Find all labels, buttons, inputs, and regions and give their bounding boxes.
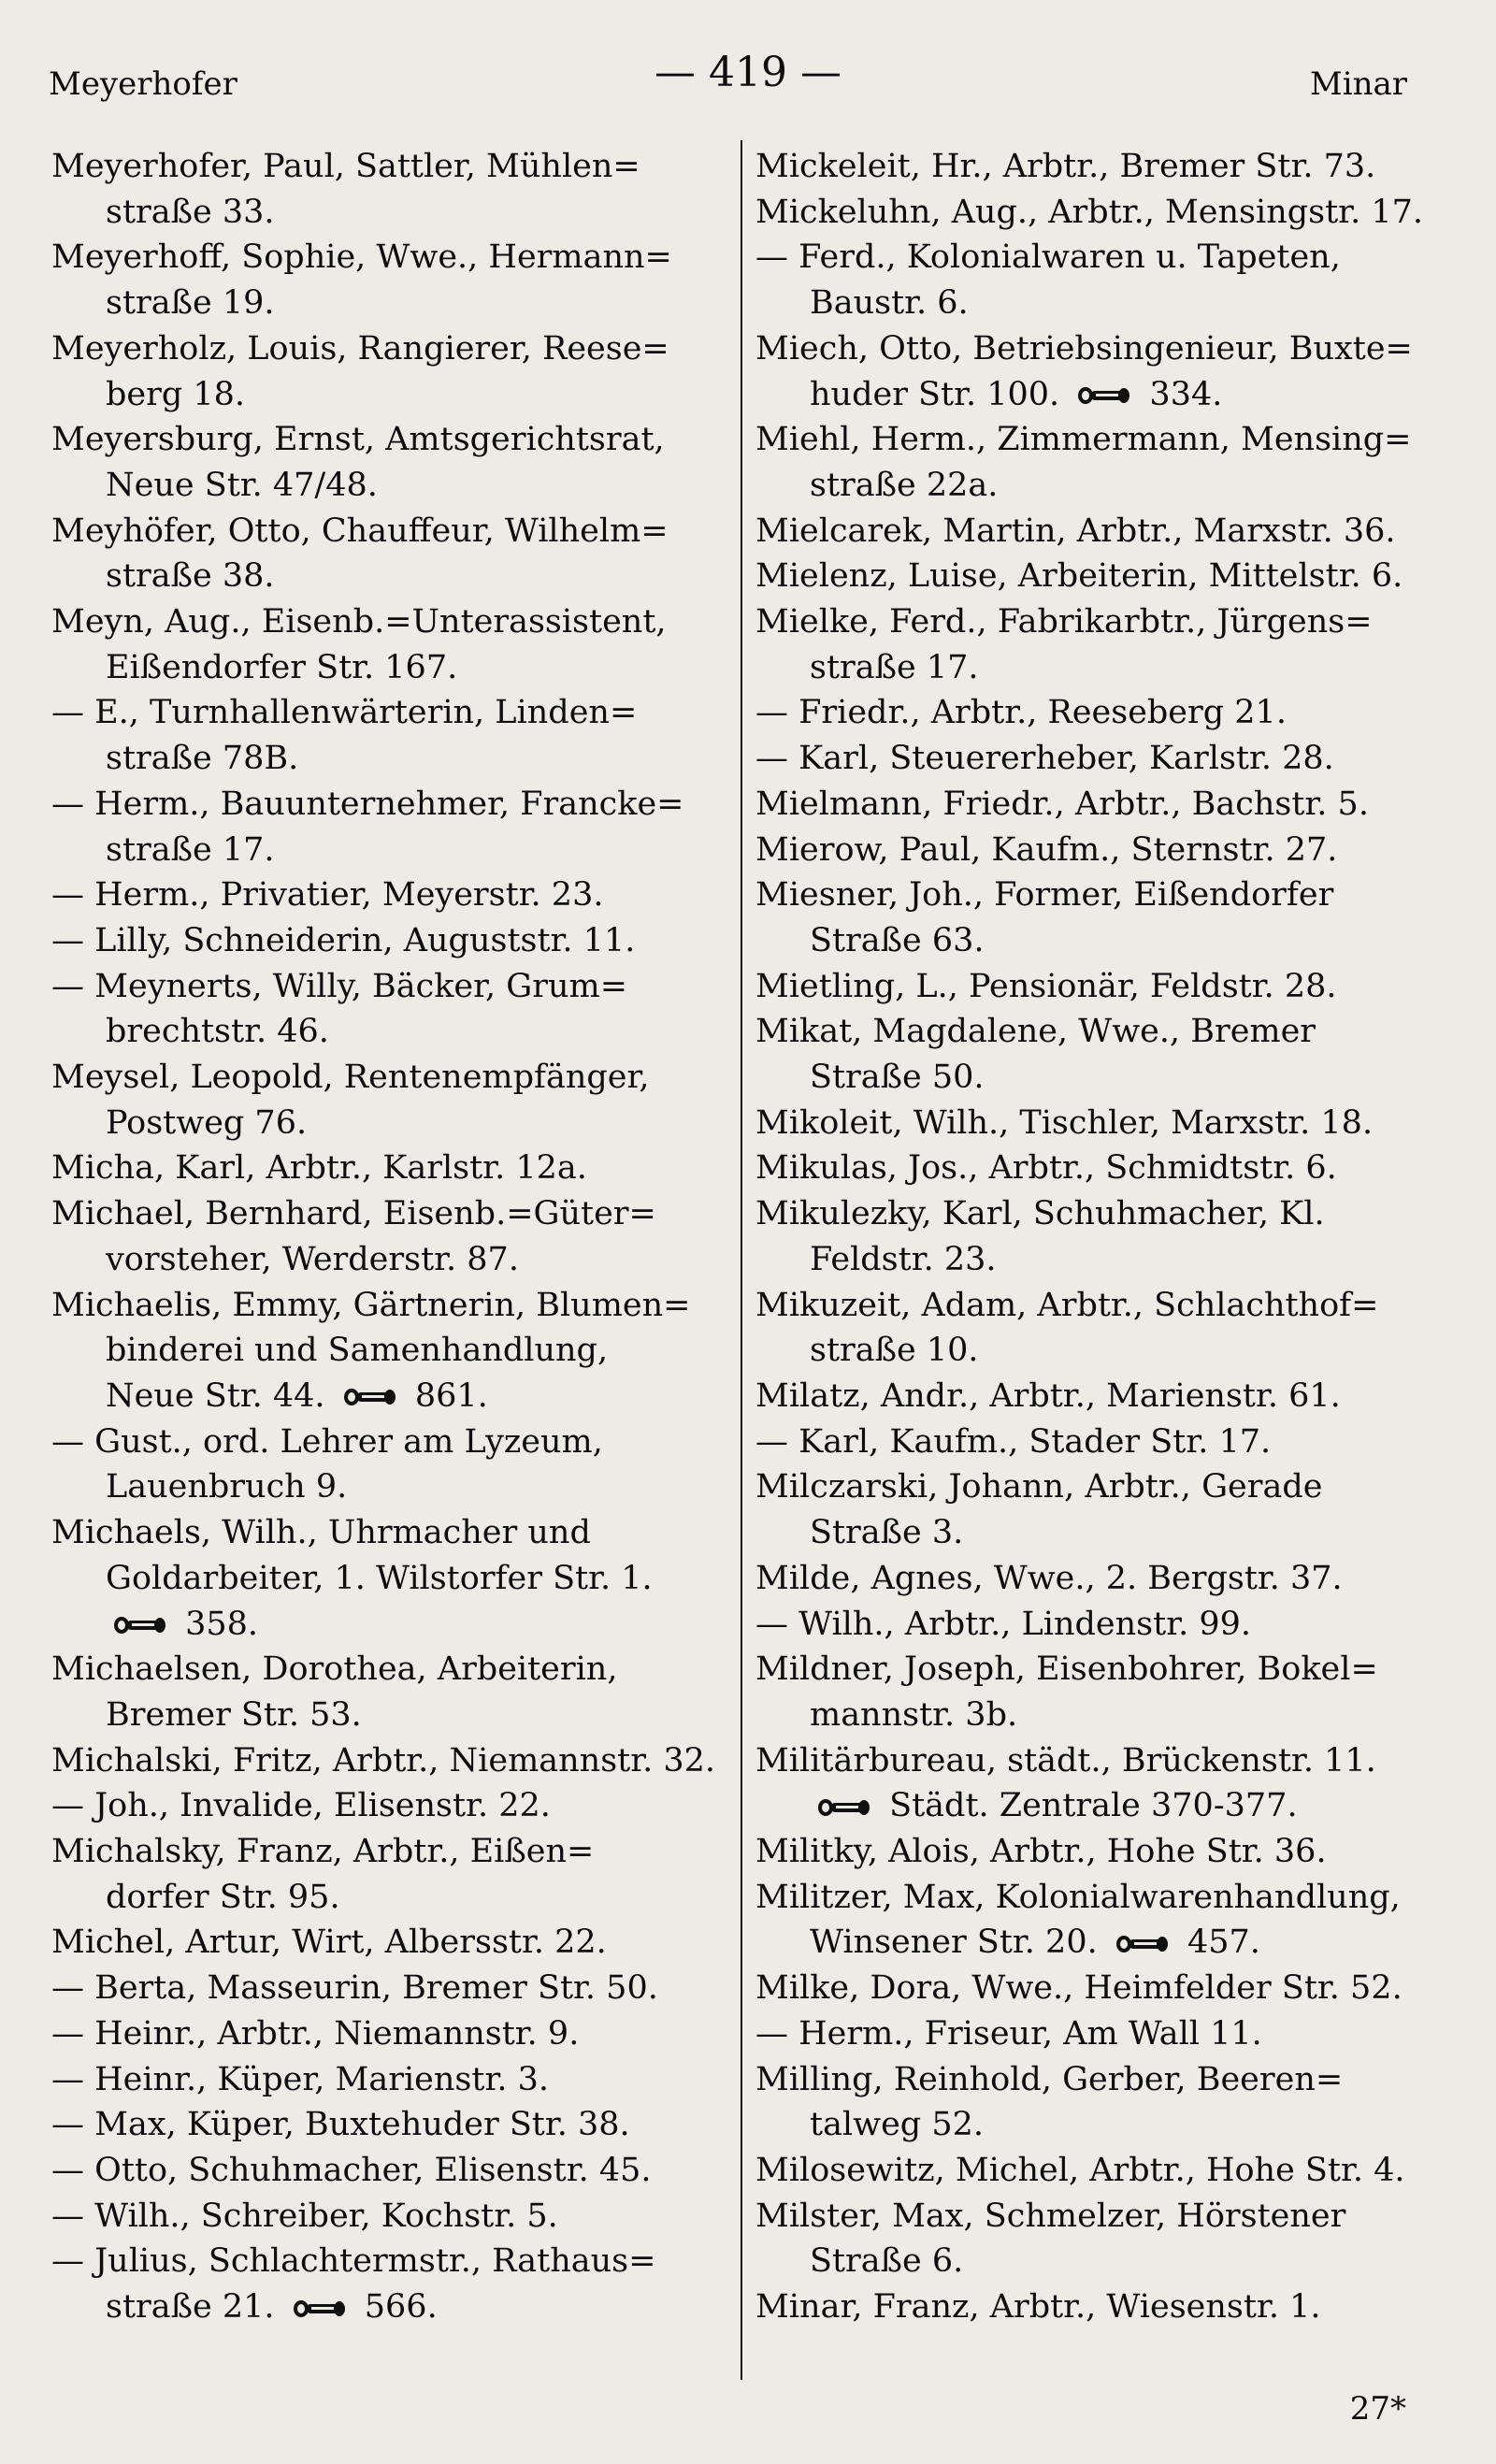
- entry-line: Michael, Bernhard, Eisenb.=Güter=: [51, 1195, 656, 1233]
- entry-line: — Gust., ord. Lehrer am Lyzeum,: [51, 1422, 603, 1461]
- directory-entry: [755, 1464, 1421, 1555]
- directory-entry: [755, 144, 1421, 190]
- directory-entry: [51, 872, 726, 918]
- entry-line: Mierow, Paul, Kaufm., Sternstr. 27.: [755, 830, 1338, 869]
- entry-line: — Otto, Schuhmacher, Elisenstr. 45.: [51, 2151, 652, 2189]
- entry-line: Mildner, Joseph, Eisenbohrer, Bokel=: [755, 1650, 1378, 1689]
- directory-entry: [51, 1829, 726, 1920]
- entry-line: Mikulas, Jos., Arbtr., Schmidtstr. 6.: [755, 1149, 1337, 1188]
- directory-entry: [755, 1738, 1421, 1829]
- entry-line: — Wilh., Schreiber, Kochstr. 5.: [51, 2197, 558, 2235]
- directory-entry: [51, 509, 726, 599]
- entry-line: — Meynerts, Willy, Bäcker, Grum=: [51, 967, 628, 1005]
- running-head-right: Minar: [1309, 65, 1407, 103]
- entry-line: Militärbureau, städt., Brückenstr. 11.: [755, 1741, 1376, 1780]
- entry-line: — Karl, Kaufm., Stader Str. 17.: [755, 1422, 1272, 1461]
- entry-line: Minar, Franz, Arbtr., Wiesenstr. 1.: [755, 2288, 1321, 2327]
- entry-line: Mikoleit, Wilh., Tischler, Marxstr. 18.: [755, 1103, 1374, 1142]
- entry-line: Michaelsen, Dorothea, Arbeiterin,: [51, 1650, 618, 1689]
- entry-line: — Herm., Friseur, Am Wall 11.: [755, 2014, 1262, 2053]
- directory-entry: [755, 782, 1421, 828]
- directory-entry: [51, 1920, 726, 1966]
- entry-line: Michaelis, Emmy, Gärtnerin, Blumen=: [51, 1286, 691, 1324]
- entry-line: — Joh., Invalide, Elisenstr. 22.: [51, 1787, 551, 1825]
- directory-entry: [755, 2284, 1421, 2330]
- entry-line: straße 19.: [106, 284, 275, 323]
- entry-line: Lauenbruch 9.: [106, 1468, 348, 1506]
- directory-entry: [51, 2239, 726, 2329]
- entry-line: Mikat, Magdalene, Wwe., Bremer: [755, 1013, 1316, 1051]
- entry-line: berg 18.: [106, 375, 246, 413]
- entry-line: vorsteher, Werderstr. 87.: [106, 1240, 519, 1278]
- entry-line: Mielenz, Luise, Arbeiterin, Mittelstr. 6.: [755, 557, 1403, 596]
- directory-entry: [51, 144, 726, 235]
- entry-line: Mickeluhn, Aug., Arbtr., Mensingstr. 17.: [755, 193, 1423, 231]
- directory-entry: [755, 1602, 1421, 1648]
- directory-entry: [755, 1419, 1421, 1465]
- entry-line: Milatz, Andr., Arbtr., Marienstr. 61.: [755, 1376, 1341, 1415]
- directory-entry: [51, 2148, 726, 2194]
- entry-line: Baustr. 6.: [810, 284, 969, 323]
- entry-line: mannstr. 3b.: [810, 1695, 1018, 1734]
- entry-line: — Herm., Bauunternehmer, Francke=: [51, 785, 684, 823]
- entry-line: 358.: [51, 1602, 726, 1648]
- entry-line: — Heinr., Arbtr., Niemannstr. 9.: [51, 2014, 580, 2053]
- entry-line: huder Str. 100. 334.: [810, 375, 1223, 413]
- entry-line: Milde, Agnes, Wwe., 2. Bergstr. 37.: [755, 1559, 1343, 1597]
- entry-line: Goldarbeiter, 1. Wilstorfer Str. 1.: [106, 1559, 653, 1597]
- entry-line: Mietling, L., Pensionär, Feldstr. 28.: [755, 967, 1337, 1005]
- entry-line: Meyerhoff, Sophie, Wwe., Hermann=: [51, 238, 672, 277]
- directory-entry: [755, 509, 1421, 555]
- entry-line: Michalski, Fritz, Arbtr., Niemannstr. 32.: [51, 1741, 716, 1780]
- entry-line: straße 38.: [106, 557, 275, 596]
- entry-line: — Lilly, Schneiderin, Auguststr. 11.: [51, 921, 636, 959]
- entry-line: Meyhöfer, Otto, Chauffeur, Wilhelm=: [51, 512, 669, 550]
- directory-entry: [51, 1966, 726, 2011]
- entry-line: straße 17.: [106, 830, 275, 869]
- entry-line: — Friedr., Arbtr., Reeseberg 21.: [755, 694, 1287, 732]
- directory-entry: [51, 1738, 726, 1784]
- entry-line: Mikulezky, Karl, Schuhmacher, Kl.: [755, 1195, 1325, 1233]
- directory-entry: [755, 2057, 1421, 2148]
- entry-line: Städt. Zentrale 370-377.: [755, 1783, 1421, 1829]
- entry-line: Milke, Dora, Wwe., Heimfelder Str. 52.: [755, 1969, 1402, 2008]
- entry-line: Militky, Alois, Arbtr., Hohe Str. 36.: [755, 1833, 1327, 1871]
- entry-line: Miesner, Joh., Former, Eißendorfer: [755, 876, 1334, 915]
- directory-entry: [755, 1009, 1421, 1100]
- directory-entry: [51, 690, 726, 781]
- entry-line: Neue Str. 44. 861.: [106, 1376, 488, 1415]
- directory-entry: [51, 1647, 726, 1737]
- directory-entry: [51, 2102, 726, 2148]
- entry-line: brechtstr. 46.: [106, 1013, 329, 1051]
- entry-line: straße 21. 566.: [106, 2288, 438, 2327]
- directory-entry: [755, 964, 1421, 1010]
- entry-line: binderei und Samenhandlung,: [106, 1332, 609, 1370]
- entry-line: Miech, Otto, Betriebsingenieur, Buxte=: [755, 329, 1413, 367]
- entry-line: Meyerholz, Louis, Rangierer, Reese=: [51, 329, 669, 367]
- directory-entry: [755, 1101, 1421, 1146]
- directory-entry: [755, 554, 1421, 599]
- directory-entry: [51, 2194, 726, 2240]
- directory-entry: [51, 1146, 726, 1191]
- directory-entry: [51, 964, 726, 1055]
- entry-line: Feldstr. 23.: [810, 1240, 997, 1278]
- directory-entry: [51, 235, 726, 325]
- entry-line: straße 17.: [810, 648, 979, 686]
- directory-entry: [755, 599, 1421, 690]
- entry-line: Meyn, Aug., Eisenb.=Unterassistent,: [51, 603, 667, 641]
- entry-line: Straße 6.: [810, 2242, 964, 2281]
- entry-line: Michel, Artur, Wirt, Albersstr. 22.: [51, 1924, 607, 1962]
- directory-entry: [51, 1783, 726, 1829]
- telephone-icon: [113, 1615, 167, 1635]
- directory-entry: [51, 417, 726, 508]
- entry-line: Mikuzeit, Adam, Arbtr., Schlachthof=: [755, 1286, 1379, 1324]
- directory-entry: [755, 2011, 1421, 2057]
- entry-line: Meysel, Leopold, Rentenempfänger,: [51, 1059, 650, 1097]
- telephone-icon: [817, 1797, 871, 1818]
- directory-entry: [755, 1191, 1421, 1282]
- directory-entry: [755, 1146, 1421, 1191]
- directory-entry: [755, 2194, 1421, 2284]
- entry-line: straße 78B.: [106, 740, 299, 778]
- entry-line: — E., Turnhallenwärterin, Linden=: [51, 694, 638, 732]
- directory-entry: [755, 235, 1421, 325]
- directory-entry: [51, 2011, 726, 2057]
- directory-entry: [755, 190, 1421, 236]
- directory-entry: [755, 872, 1421, 963]
- entry-line: Mielke, Ferd., Fabrikarbtr., Jürgens=: [755, 603, 1373, 641]
- entry-line: Milling, Reinhold, Gerber, Beeren=: [755, 2060, 1344, 2098]
- printer-signature: 27*: [1349, 2390, 1406, 2428]
- directory-entry: [51, 1419, 726, 1510]
- directory-entry: [755, 736, 1421, 782]
- entry-line: — Berta, Masseurin, Bremer Str. 50.: [51, 1969, 658, 2008]
- entry-line: Michalsky, Franz, Arbtr., Eißen=: [51, 1833, 595, 1871]
- running-head-left: Meyerhofer: [49, 65, 237, 103]
- entry-line: — Karl, Steuererheber, Karlstr. 28.: [755, 740, 1334, 778]
- entry-line: Eißendorfer Str. 167.: [106, 648, 458, 686]
- directory-entry: [755, 1556, 1421, 1602]
- entry-line: Mickeleit, Hr., Arbtr., Bremer Str. 73.: [755, 148, 1376, 185]
- entry-line: — Herm., Privatier, Meyerstr. 23.: [51, 876, 604, 915]
- entry-line: Straße 50.: [810, 1059, 985, 1097]
- entry-line: Miehl, Herm., Zimmermann, Mensing=: [755, 421, 1412, 459]
- directory-entry: [51, 326, 726, 417]
- directory-entry: [755, 1829, 1421, 1875]
- directory-entry: [755, 690, 1421, 736]
- left-column: [51, 144, 726, 2330]
- entry-line: — Max, Küper, Buxtehuder Str. 38.: [51, 2106, 630, 2144]
- entry-line: straße 22a.: [810, 466, 999, 504]
- directory-entry: [755, 1966, 1421, 2011]
- telephone-icon: [1115, 1934, 1170, 1954]
- entry-line: talweg 52.: [810, 2106, 984, 2144]
- telephone-icon: [293, 2298, 347, 2319]
- directory-entry: [755, 1647, 1421, 1737]
- entry-line: straße 33.: [106, 193, 275, 231]
- entry-line: Michaels, Wilh., Uhrmacher und: [51, 1514, 591, 1552]
- directory-entry: [51, 1191, 726, 1282]
- directory-entry: [755, 326, 1421, 417]
- directory-entry: [51, 782, 726, 872]
- entry-line: — Heinr., Küper, Marienstr. 3.: [51, 2060, 549, 2098]
- entry-line: Meyerhofer, Paul, Sattler, Mühlen=: [51, 148, 640, 185]
- directory-entry: [51, 1283, 726, 1419]
- entry-line: Micha, Karl, Arbtr., Karlstr. 12a.: [51, 1149, 587, 1188]
- entry-line: straße 10.: [810, 1332, 979, 1370]
- entry-line: Milczarski, Johann, Arbtr., Gerade: [755, 1468, 1323, 1506]
- entry-line: Straße 3.: [810, 1514, 964, 1552]
- column-divider: [741, 140, 742, 2380]
- directory-entry: [755, 1374, 1421, 1419]
- page-number: — 419 —: [654, 49, 842, 96]
- entry-line: Neue Str. 47/48.: [106, 466, 378, 504]
- directory-entry: [755, 1875, 1421, 1966]
- entry-line: Winsener Str. 20. 457.: [810, 1924, 1260, 1962]
- entry-line: Mielmann, Friedr., Arbtr., Bachstr. 5.: [755, 785, 1369, 823]
- directory-entry: [755, 1283, 1421, 1374]
- entry-line: dorfer Str. 95.: [106, 1878, 340, 1916]
- directory-entry: [755, 417, 1421, 508]
- directory-entry: [51, 1055, 726, 1146]
- entry-line: Militzer, Max, Kolonialwarenhandlung,: [755, 1878, 1401, 1916]
- directory-entry: [51, 918, 726, 964]
- entry-line: — Ferd., Kolonialwaren u. Tapeten,: [755, 238, 1341, 277]
- directory-entry: [51, 2057, 726, 2103]
- entry-line: Bremer Str. 53.: [106, 1695, 362, 1734]
- directory-entry: [51, 1510, 726, 1647]
- entry-line: — Julius, Schlachtermstr., Rathaus=: [51, 2242, 656, 2281]
- directory-entry: [755, 2148, 1421, 2194]
- entry-line: — Wilh., Arbtr., Lindenstr. 99.: [755, 1605, 1251, 1643]
- entry-line: Mielcarek, Martin, Arbtr., Marxstr. 36.: [755, 512, 1396, 550]
- entry-line: Milosewitz, Michel, Arbtr., Hohe Str. 4.: [755, 2151, 1405, 2189]
- right-column: [755, 144, 1421, 2330]
- directory-entry: [755, 828, 1421, 873]
- entry-line: Straße 63.: [810, 921, 985, 959]
- entry-line: Milster, Max, Schmelzer, Hörstener: [755, 2197, 1346, 2235]
- telephone-icon: [343, 1387, 397, 1407]
- entry-line: Meyersburg, Ernst, Amtsgerichtsrat,: [51, 421, 665, 459]
- entry-line: Postweg 76.: [106, 1103, 308, 1142]
- telephone-icon: [1077, 385, 1131, 406]
- directory-entry: [51, 599, 726, 690]
